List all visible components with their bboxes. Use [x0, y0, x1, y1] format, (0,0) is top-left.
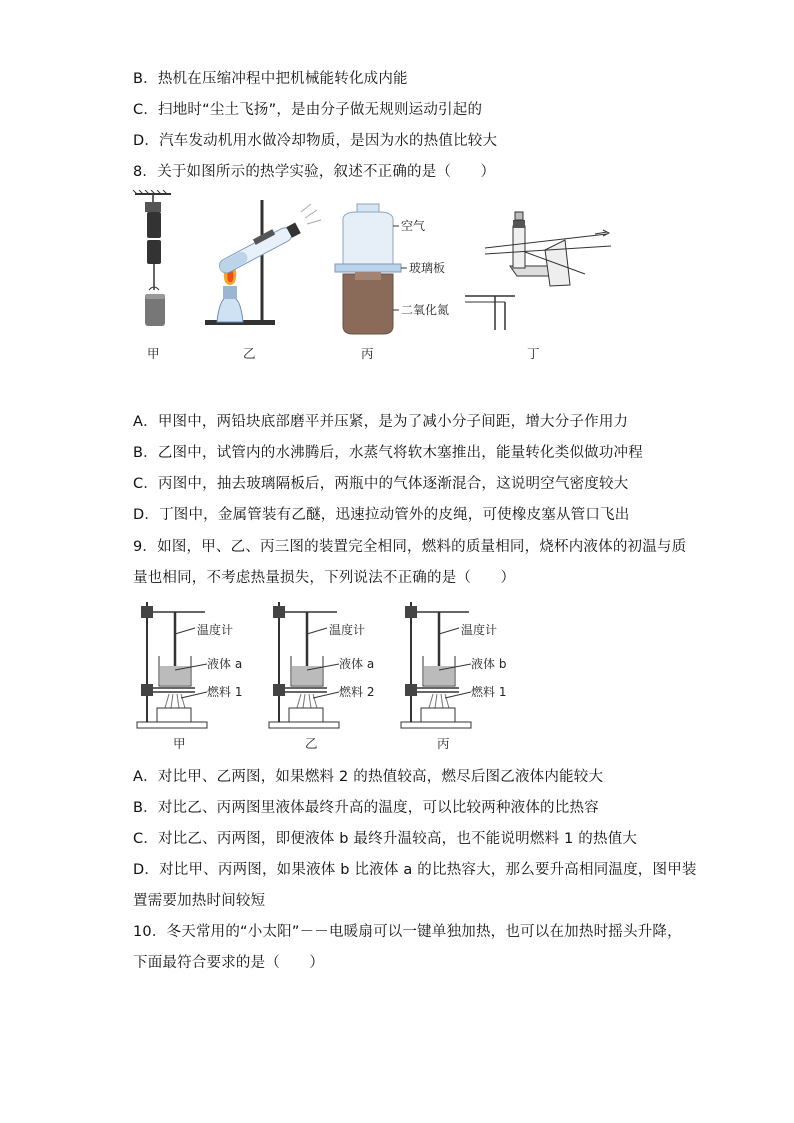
fig9-bing-liquid-label: 液体 b	[471, 657, 507, 671]
fig9-label-yi: 乙	[305, 736, 318, 751]
fig8-label-yi: 乙	[243, 346, 256, 361]
fig9-yi-thermometer-label: 温度计	[329, 623, 366, 637]
apparatus-bing	[401, 602, 471, 728]
metal-tube-rope-illustration	[465, 212, 611, 330]
q9-option-b: B．对比乙、丙两图里液体最终升高的温度，可以比较两种液体的比热容	[133, 800, 599, 816]
gas-diffusion-illustration	[335, 204, 407, 334]
fig9-bing-thermometer-label: 温度计	[461, 623, 498, 637]
q8-option-c: C．丙图中，抽去玻璃隔板后，两瓶中的气体逐渐混合，这说明空气密度较大	[133, 476, 629, 492]
test-tube-heating-illustration	[205, 200, 321, 325]
q8-option-d: D．丁图中，金属管装有乙醚，迅速拉动管外的皮绳，可使橡皮塞从管口飞出	[133, 507, 630, 523]
fig9-yi-fuel-label: 燃料 2	[339, 685, 375, 699]
lead-blocks-illustration	[133, 190, 171, 326]
q10-stem-line2: 下面最符合要求的是（ ）	[133, 955, 325, 971]
fig9-label-jia: 甲	[173, 736, 186, 751]
q9-option-d-line2: 置需要加热时间较短	[133, 893, 266, 909]
q8-stem: 8．关于如图所示的热学实验，叙述不正确的是（ ）	[133, 164, 496, 180]
q9-stem-line2: 量也相同，不考虑热量损失，下列说法不正确的是（ ）	[133, 570, 516, 586]
apparatus-yi	[269, 602, 339, 728]
fig8-label-glass: 玻璃板	[409, 261, 446, 275]
fig9-jia-fuel-label: 燃料 1	[207, 685, 243, 699]
fig9-label-bing: 丙	[437, 736, 450, 751]
q7-option-d: D．汽车发动机用水做冷却物质，是因为水的热值比较大	[133, 133, 498, 149]
q9-figure	[135, 598, 535, 758]
q9-option-c: C．对比乙、丙两图，即便液体 b 最终升温较高，也不能说明燃料 1 的热值大	[133, 831, 638, 847]
fig8-label-bing: 丙	[361, 346, 374, 361]
apparatus-jia	[137, 602, 207, 728]
fig9-jia-thermometer-label: 温度计	[197, 623, 234, 637]
fig8-label-jia: 甲	[147, 346, 160, 361]
q9-option-d-line1: D．对比甲、丙两图，如果液体 b 比液体 a 的比热容大，那么要升高相同温度，图甲装	[133, 862, 697, 878]
fig8-label-no2: 二氧化氮	[401, 303, 450, 317]
fig8-label-air: 空气	[401, 219, 426, 233]
fig9-yi-liquid-label: 液体 a	[339, 657, 375, 671]
q8-option-a: A．甲图中，两铅块底部磨平并压紧，是为了减小分子间距，增大分子作用力	[133, 414, 629, 430]
fig8-label-ding: 丁	[527, 346, 540, 361]
q7-option-c: C．扫地时“尘土飞扬”，是由分子做无规则运动引起的	[133, 102, 483, 118]
q8-option-b: B．乙图中，试管内的水沸腾后，水蒸气将软木塞推出，能量转化类似做功冲程	[133, 445, 643, 461]
q9-option-a: A．对比甲、乙两图，如果燃料 2 的热值较高，燃尽后图乙液体内能较大	[133, 769, 604, 785]
fig9-jia-liquid-label: 液体 a	[207, 657, 243, 671]
q9-stem-line1: 9．如图，甲、乙、丙三图的装置完全相同，燃料的质量相同，烧杯内液体的初温与质	[133, 539, 687, 555]
q7-option-b: B．热机在压缩冲程中把机械能转化成内能	[133, 71, 408, 87]
q10-stem-line1: 10．冬天常用的“小太阳”－－电暖扇可以一键单独加热，也可以在加热时摇头升降，	[133, 924, 682, 940]
fig9-bing-fuel-label: 燃料 1	[471, 685, 507, 699]
q8-figure	[125, 190, 625, 370]
